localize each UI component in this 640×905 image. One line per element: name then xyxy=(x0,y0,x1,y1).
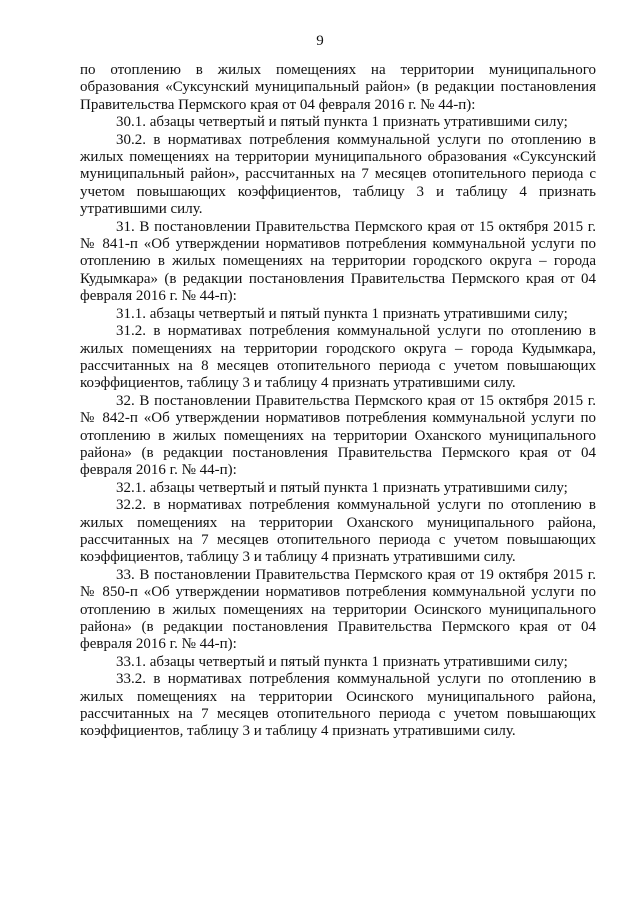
paragraph-33-2: 33.2. в нормативах потребления коммунальной услуги по отоплению в жилых помещениях на территории Осинского муниципального района, рассчитанных на 7 месяцев отопительного периода с учетом повышающих коэффициентов, таблицу 3 и таблицу 4 признать утратившими силу. xyxy=(80,671,596,740)
paragraph-31-2: 31.2. в нормативах потребления коммунальной услуги по отоплению в жилых помещениях на территории городского округа – города Кудымкара, рассчитанных на 8 месяцев отопительного периода с учетом повышающих коэффициентов, таблицу 3 и таблицу 4 признать утратившими силу. xyxy=(80,323,596,392)
paragraph-continuation: по отоплению в жилых помещениях на территории муниципального образования «Суксунский муниципальный район» (в редакции постановления Правительства Пермского края от 04 февраля 2016 г. № 44-п): xyxy=(80,62,596,113)
document-body xyxy=(80,62,596,741)
paragraph-31: 31. В постановлении Правительства Пермского края от 15 октября 2015 г. № 841-п «Об утверждении нормативов потребления коммунальной услуги по отоплению в жилых помещениях на территории городского округа – города Кудымкара» (в редакции постановления Правительства Пермского края от 04 февраля 2016 г. № 44-п): xyxy=(80,218,596,305)
paragraph-33: 33. В постановлении Правительства Пермского края от 19 октября 2015 г. № 850-п «Об утверждении нормативов потребления коммунальной услуги по отоплению в жилых помещениях на территории Осинского муниципального района» (в редакции постановления Правительства Пермского края от 04 февраля 2016 г. № 44-п): xyxy=(80,566,596,653)
paragraph-30-1: 30.1. абзацы четвертый и пятый пункта 1 признать утратившими силу; xyxy=(116,114,568,131)
paragraph-31-1: 31.1. абзацы четвертый и пятый пункта 1 признать утратившими силу; xyxy=(116,305,568,322)
page-number: 9 xyxy=(316,33,324,49)
paragraph-32-2: 32.2. в нормативах потребления коммунальной услуги по отоплению в жилых помещениях на территории Оханского муниципального района, рассчитанных на 7 месяцев отопительного периода с учетом повышающих коэффициентов, таблицу 3 и таблицу 4 признать утратившими силу. xyxy=(80,497,596,566)
paragraph-33-1: 33.1. абзацы четвертый и пятый пункта 1 признать утратившими силу; xyxy=(116,653,568,670)
paragraph-30-2: 30.2. в нормативах потребления коммунальной услуги по отоплению в жилых помещениях на территории муниципального образования «Суксунский муниципальный район», рассчитанных на 7 месяцев отопительного периода с учетом повышающих коэффициентов, таблицу 3 и таблицу 4 признать утратившими силу. xyxy=(80,131,596,218)
paragraph-32-1: 32.1. абзацы четвертый и пятый пункта 1 признать утратившими силу; xyxy=(116,479,568,496)
paragraph-32: 32. В постановлении Правительства Пермского края от 15 октября 2015 г. № 842-п «Об утверждении нормативов потребления коммунальной услуги по отоплению в жилых помещениях на территории Оханского муниципального района» (в редакции постановления Правительства Пермского края от 04 февраля 2016 г. № 44-п): xyxy=(80,392,596,479)
